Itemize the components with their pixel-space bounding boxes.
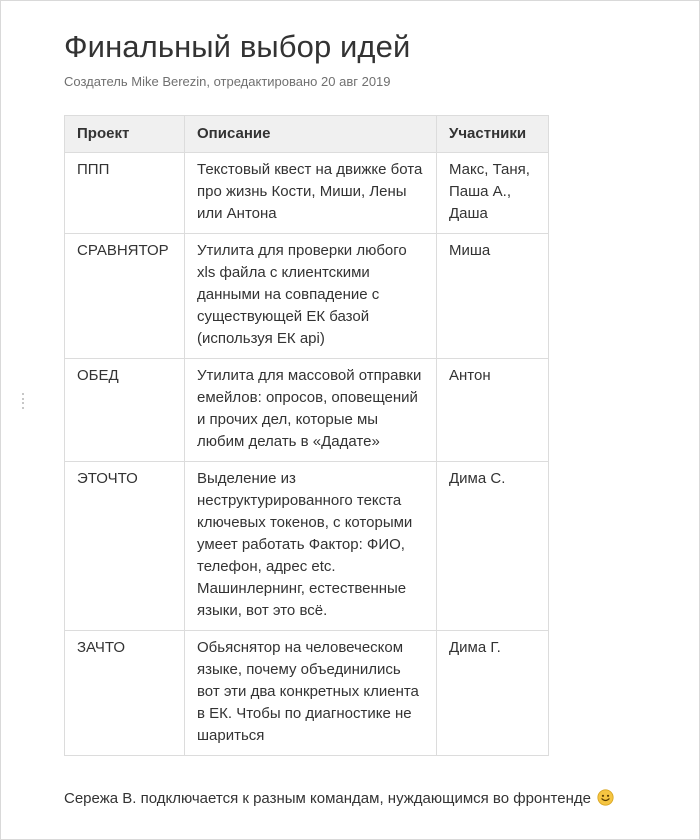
table-row [65,359,549,462]
table-row [65,631,549,756]
project-cell[interactable]: ОБЕД [65,359,185,462]
participants-cell[interactable]: Дима С. [437,462,549,631]
description-cell[interactable]: Утилита для массовой отправки емейлов: опросов, оповещений и прочих дел, которые мы любим делать в «Дадате» [185,359,437,462]
project-cell[interactable]: ЭТОЧТО [65,462,185,631]
project-cell[interactable]: ППП [65,153,185,234]
project-cell[interactable]: СРАВНЯТОР [65,234,185,359]
participants-cell[interactable]: Антон [437,359,549,462]
participants-cell[interactable]: Миша [437,234,549,359]
drag-handle-icon[interactable] [21,393,25,409]
smile-icon [597,789,614,806]
description-cell[interactable]: Обьяснятор на человеческом языке, почему объединились вот эти два конкретных клиента в ЕК. Чтобы по диагностике не шариться [185,631,437,756]
project-cell[interactable]: ЗАЧТО [65,631,185,756]
description-cell[interactable]: Выделение из неструктурированного текста ключевых токенов, с которыми умеет работать Фактор: ФИО, телефон, адрес etc. Машинлернинг, естественные языки, вот это всё. [185,462,437,631]
document-meta: Создатель Mike Berezin, отредактировано 20 авг 2019 [64,74,391,89]
ideas-table [64,115,549,756]
page-title: Финальный выбор идей [64,29,411,64]
participants-cell[interactable]: Дима Г. [437,631,549,756]
table-row [65,234,549,359]
table-header-row [65,116,549,153]
description-cell[interactable]: Утилита для проверки любого xls файла с клиентскими данными на совпадение с существующей ЕК базой (используя ЕК api) [185,234,437,359]
table-row [65,462,549,631]
column-header-description: Описание [185,116,437,153]
column-header-participants: Участники [437,116,549,153]
table-row [65,153,549,234]
column-header-project: Проект [65,116,185,153]
footer-paragraph [64,788,614,810]
participants-cell[interactable]: Макс, Таня, Паша А., Даша [437,153,549,234]
footer-text: Сережа В. подключается к разным командам, нуждающимся во фронтенде [64,790,591,807]
description-cell[interactable]: Текстовый квест на движке бота про жизнь Кости, Миши, Лены или Антона [185,153,437,234]
